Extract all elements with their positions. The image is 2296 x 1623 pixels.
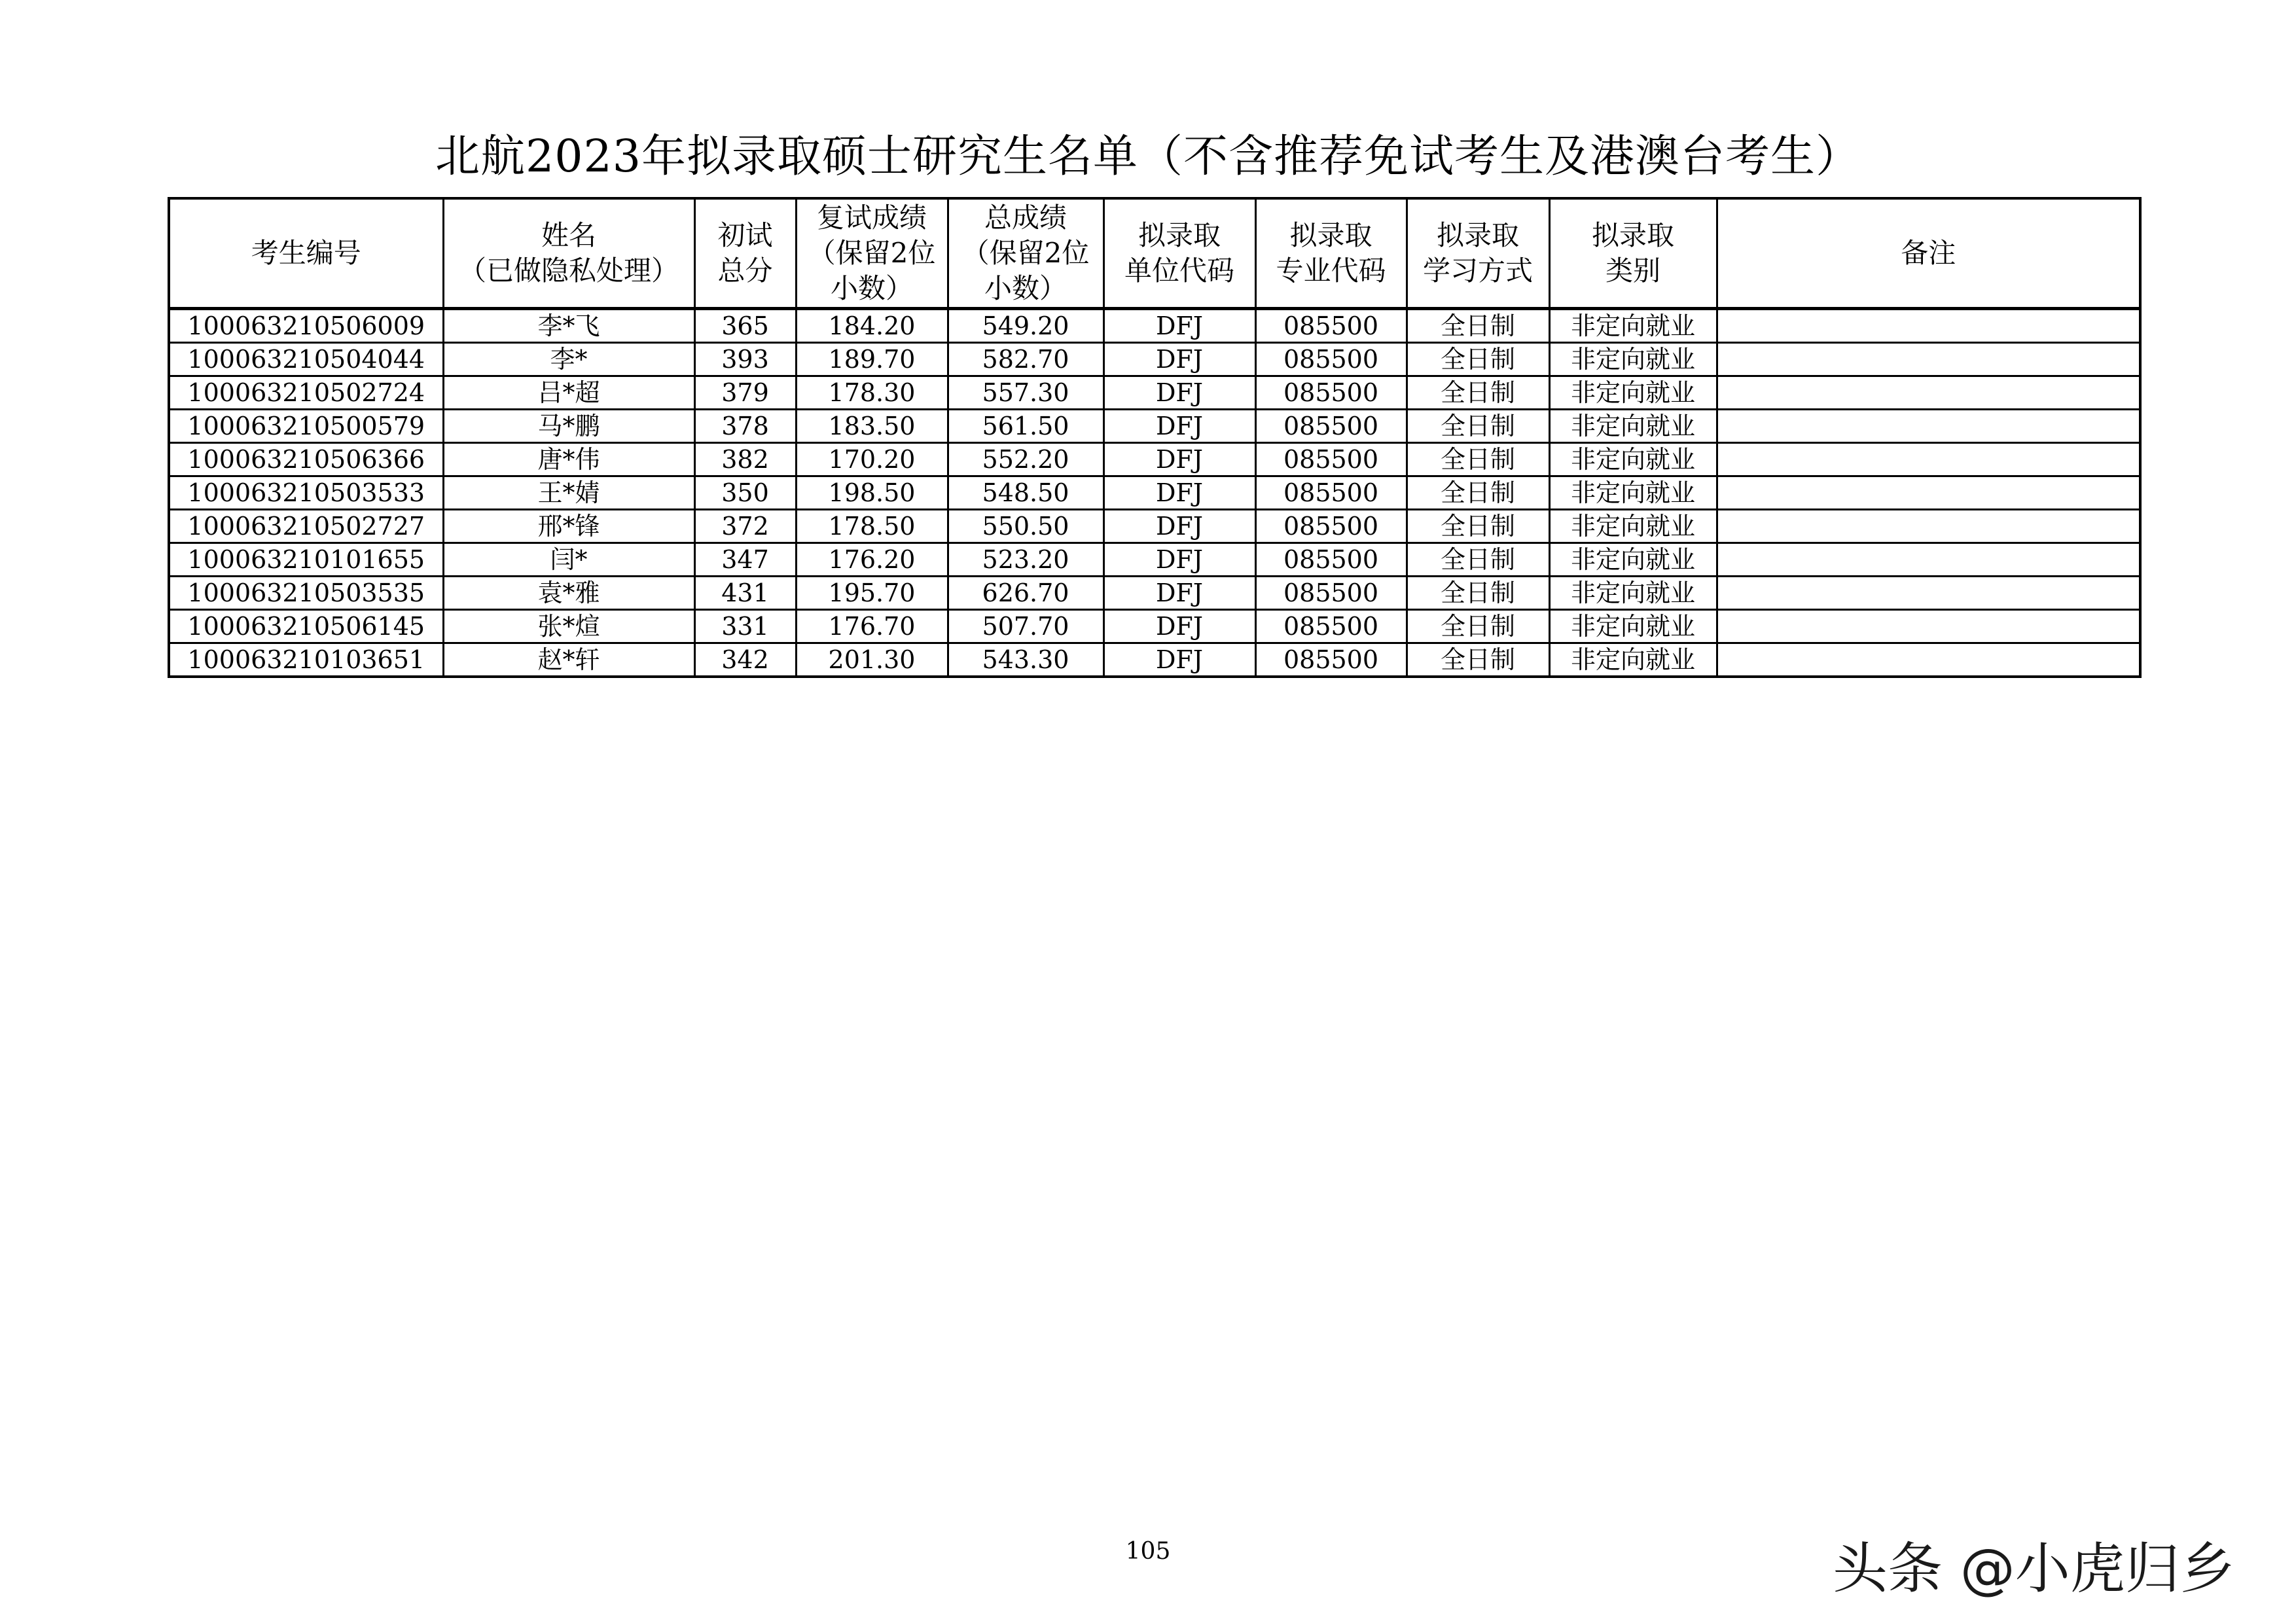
cell-preliminary-score: 365	[694, 309, 796, 343]
cell-preliminary-score: 431	[694, 577, 796, 610]
cell-unit-code: DFJ	[1103, 476, 1255, 510]
cell-candidate-id: 100063210504044	[169, 343, 443, 376]
cell-study-mode: 全日制	[1407, 309, 1549, 343]
cell-candidate-id: 100063210502724	[169, 376, 443, 410]
cell-preliminary-score: 379	[694, 376, 796, 410]
cell-major-code: 085500	[1255, 643, 1407, 677]
table-row	[169, 510, 2140, 543]
header-line: 专业代码	[1276, 255, 1386, 287]
table-row	[169, 476, 2140, 510]
cell-total-score: 548.50	[948, 476, 1103, 510]
cell-total-score: 552.20	[948, 443, 1103, 476]
header-retest-score	[796, 198, 948, 309]
cell-major-code: 085500	[1255, 410, 1407, 443]
header-line: 总成绩	[984, 202, 1067, 234]
cell-retest-score: 178.30	[796, 376, 948, 410]
header-line: （已做隐私处理）	[458, 255, 679, 287]
cell-major-code: 085500	[1255, 309, 1407, 343]
document-title: 北航2023年拟录取硕士研究生名单（不含推荐免试考生及港澳台考生）	[435, 131, 1861, 183]
cell-study-mode: 全日制	[1407, 577, 1549, 610]
header-remarks	[1717, 198, 2140, 309]
cell-remarks	[1717, 510, 2140, 543]
cell-study-mode: 全日制	[1407, 443, 1549, 476]
table-header-row	[169, 198, 2140, 309]
cell-total-score: 549.20	[948, 309, 1103, 343]
cell-remarks	[1717, 476, 2140, 510]
header-line: 拟录取	[1289, 219, 1372, 251]
header-line: 小数）	[984, 272, 1067, 304]
header-line: （保留2位	[961, 237, 1090, 269]
cell-remarks	[1717, 443, 2140, 476]
cell-candidate-id: 100063210506009	[169, 309, 443, 343]
cell-preliminary-score: 347	[694, 543, 796, 577]
cell-unit-code: DFJ	[1103, 510, 1255, 543]
cell-remarks	[1717, 610, 2140, 643]
cell-category: 非定向就业	[1549, 376, 1717, 410]
cell-retest-score: 183.50	[796, 410, 948, 443]
table-row	[169, 376, 2140, 410]
cell-total-score: 557.30	[948, 376, 1103, 410]
cell-total-score: 543.30	[948, 643, 1103, 677]
header-major-code	[1255, 198, 1407, 309]
cell-category: 非定向就业	[1549, 343, 1717, 376]
cell-category: 非定向就业	[1549, 309, 1717, 343]
cell-total-score: 626.70	[948, 577, 1103, 610]
header-line: 复试成绩	[816, 202, 927, 234]
table-row	[169, 643, 2140, 677]
table-row	[169, 410, 2140, 443]
cell-category: 非定向就业	[1549, 543, 1717, 577]
cell-candidate-id: 100063210503535	[169, 577, 443, 610]
cell-study-mode: 全日制	[1407, 643, 1549, 677]
cell-preliminary-score: 378	[694, 410, 796, 443]
header-line: 拟录取	[1436, 219, 1519, 251]
cell-study-mode: 全日制	[1407, 410, 1549, 443]
cell-major-code: 085500	[1255, 577, 1407, 610]
cell-candidate-id: 100063210506366	[169, 443, 443, 476]
cell-unit-code: DFJ	[1103, 443, 1255, 476]
cell-remarks	[1717, 577, 2140, 610]
table-row	[169, 610, 2140, 643]
cell-retest-score: 176.20	[796, 543, 948, 577]
page-number: 105	[1125, 1538, 1171, 1565]
header-total-score	[948, 198, 1103, 309]
header-line: 类别	[1605, 255, 1660, 287]
header-name	[443, 198, 694, 309]
header-study-mode	[1407, 198, 1549, 309]
cell-category: 非定向就业	[1549, 410, 1717, 443]
cell-remarks	[1717, 643, 2140, 677]
cell-name: 马*鹏	[443, 410, 694, 443]
admission-table	[168, 197, 2142, 678]
cell-preliminary-score: 372	[694, 510, 796, 543]
cell-remarks	[1717, 343, 2140, 376]
cell-name: 赵*轩	[443, 643, 694, 677]
cell-retest-score: 195.70	[796, 577, 948, 610]
cell-study-mode: 全日制	[1407, 476, 1549, 510]
header-line: 总分	[717, 255, 773, 287]
cell-preliminary-score: 382	[694, 443, 796, 476]
table-row	[169, 343, 2140, 376]
cell-name: 唐*伟	[443, 443, 694, 476]
cell-study-mode: 全日制	[1407, 510, 1549, 543]
header-line: 小数）	[830, 272, 913, 304]
table-row	[169, 309, 2140, 343]
cell-name: 李*飞	[443, 309, 694, 343]
cell-category: 非定向就业	[1549, 610, 1717, 643]
header-line: 初试	[717, 219, 773, 251]
cell-study-mode: 全日制	[1407, 543, 1549, 577]
cell-category: 非定向就业	[1549, 443, 1717, 476]
cell-remarks	[1717, 543, 2140, 577]
cell-name: 闫*	[443, 543, 694, 577]
cell-major-code: 085500	[1255, 443, 1407, 476]
header-line: 姓名	[541, 219, 596, 251]
cell-unit-code: DFJ	[1103, 610, 1255, 643]
cell-total-score: 561.50	[948, 410, 1103, 443]
header-line: 考生编号	[251, 237, 361, 269]
table-row	[169, 577, 2140, 610]
cell-unit-code: DFJ	[1103, 543, 1255, 577]
header-line: 学习方式	[1422, 255, 1533, 287]
cell-total-score: 523.20	[948, 543, 1103, 577]
cell-preliminary-score: 331	[694, 610, 796, 643]
header-category	[1549, 198, 1717, 309]
cell-preliminary-score: 393	[694, 343, 796, 376]
cell-remarks	[1717, 376, 2140, 410]
cell-candidate-id: 100063210502727	[169, 510, 443, 543]
header-line: 单位代码	[1124, 255, 1234, 287]
table-row	[169, 543, 2140, 577]
cell-total-score: 550.50	[948, 510, 1103, 543]
cell-name: 吕*超	[443, 376, 694, 410]
cell-preliminary-score: 342	[694, 643, 796, 677]
cell-category: 非定向就业	[1549, 476, 1717, 510]
cell-study-mode: 全日制	[1407, 343, 1549, 376]
cell-category: 非定向就业	[1549, 643, 1717, 677]
cell-total-score: 507.70	[948, 610, 1103, 643]
cell-total-score: 582.70	[948, 343, 1103, 376]
cell-candidate-id: 100063210103651	[169, 643, 443, 677]
cell-remarks	[1717, 309, 2140, 343]
cell-unit-code: DFJ	[1103, 309, 1255, 343]
cell-category: 非定向就业	[1549, 510, 1717, 543]
cell-retest-score: 201.30	[796, 643, 948, 677]
cell-major-code: 085500	[1255, 510, 1407, 543]
table-body	[169, 309, 2140, 677]
cell-preliminary-score: 350	[694, 476, 796, 510]
header-line: （保留2位	[808, 237, 936, 269]
cell-name: 王*婧	[443, 476, 694, 510]
cell-unit-code: DFJ	[1103, 577, 1255, 610]
cell-category: 非定向就业	[1549, 577, 1717, 610]
cell-candidate-id: 100063210500579	[169, 410, 443, 443]
cell-study-mode: 全日制	[1407, 610, 1549, 643]
cell-major-code: 085500	[1255, 476, 1407, 510]
cell-remarks	[1717, 410, 2140, 443]
header-line: 备注	[1901, 237, 1956, 269]
cell-name: 袁*雅	[443, 577, 694, 610]
cell-name: 张*煊	[443, 610, 694, 643]
header-unit-code	[1103, 198, 1255, 309]
cell-major-code: 085500	[1255, 543, 1407, 577]
cell-retest-score: 178.50	[796, 510, 948, 543]
header-preliminary-score	[694, 198, 796, 309]
cell-retest-score: 198.50	[796, 476, 948, 510]
cell-major-code: 085500	[1255, 343, 1407, 376]
cell-unit-code: DFJ	[1103, 343, 1255, 376]
cell-unit-code: DFJ	[1103, 376, 1255, 410]
cell-retest-score: 189.70	[796, 343, 948, 376]
cell-unit-code: DFJ	[1103, 643, 1255, 677]
cell-name: 李*	[443, 343, 694, 376]
cell-retest-score: 184.20	[796, 309, 948, 343]
watermark: 头条 @小虎归乡	[1833, 1537, 2235, 1601]
cell-major-code: 085500	[1255, 610, 1407, 643]
header-line: 拟录取	[1138, 219, 1221, 251]
cell-name: 邢*锋	[443, 510, 694, 543]
table-row	[169, 443, 2140, 476]
cell-candidate-id: 100063210503533	[169, 476, 443, 510]
header-candidate-id	[169, 198, 443, 309]
header-line: 拟录取	[1591, 219, 1674, 251]
cell-candidate-id: 100063210506145	[169, 610, 443, 643]
cell-retest-score: 170.20	[796, 443, 948, 476]
cell-candidate-id: 100063210101655	[169, 543, 443, 577]
cell-major-code: 085500	[1255, 376, 1407, 410]
cell-unit-code: DFJ	[1103, 410, 1255, 443]
cell-retest-score: 176.70	[796, 610, 948, 643]
cell-study-mode: 全日制	[1407, 376, 1549, 410]
